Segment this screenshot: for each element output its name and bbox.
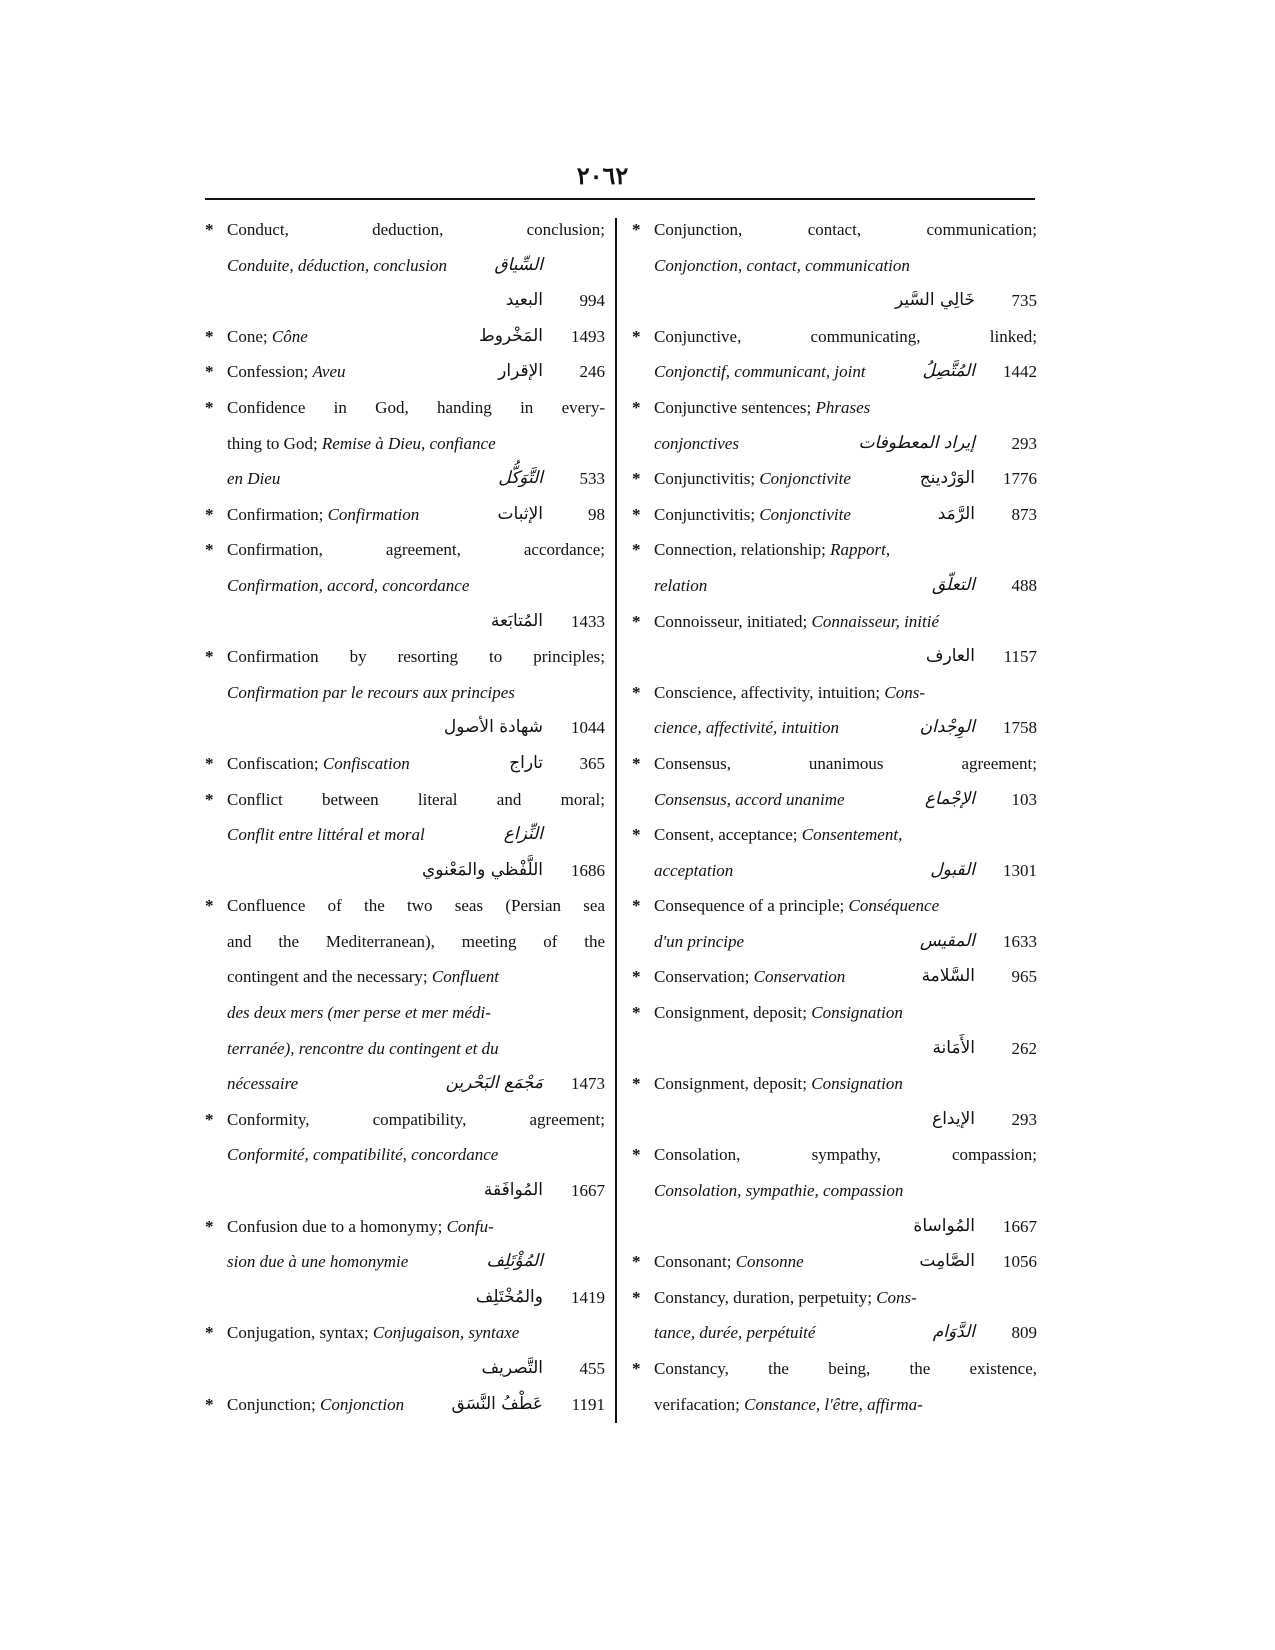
arabic-term: والمُخْتَلِف — [475, 1286, 543, 1307]
entry-line-french — [632, 853, 1037, 889]
entry-line-mixed — [632, 959, 1037, 995]
reference-number: 293 — [1011, 1109, 1037, 1129]
entry-bullet: * — [205, 753, 214, 773]
arabic-term: السِّياق — [494, 254, 543, 275]
entry-line-arabic — [632, 283, 1037, 319]
entry-line-french — [205, 1244, 605, 1280]
entry-line-french — [205, 675, 605, 711]
reference-number: 365 — [579, 753, 605, 773]
english-term: Consonant; — [654, 1252, 736, 1272]
english-term: Confirmation by resorting to principles; — [227, 647, 605, 667]
french-term: terranée), rencontre du contingent et du — [227, 1038, 499, 1058]
entry-line-english — [632, 746, 1037, 782]
reference-number: 994 — [579, 291, 605, 311]
french-term: Conduite, déduction, conclusion — [227, 255, 448, 275]
glossary-entry — [632, 1066, 1037, 1137]
glossary-entry — [205, 497, 605, 533]
entry-line-arabic — [632, 1102, 1037, 1138]
entry-line-mixed — [632, 817, 1037, 853]
entry-line-english — [205, 924, 605, 960]
entry-bullet: * — [632, 1145, 641, 1165]
arabic-term: المُؤْتَلِف — [486, 1251, 543, 1272]
entry-line-mixed — [632, 604, 1037, 640]
entry-line-french — [632, 1173, 1037, 1209]
column-divider — [615, 218, 617, 1423]
reference-number: 1157 — [1003, 647, 1037, 667]
french-term: relation — [654, 575, 708, 595]
entry-line-mixed — [632, 1387, 1037, 1423]
arabic-term: الإجْماع — [924, 788, 975, 809]
entry-bullet: * — [205, 1323, 214, 1343]
english-term: Confirmation; — [227, 504, 328, 524]
reference-number: 1776 — [1003, 469, 1037, 489]
entry-bullet: * — [632, 397, 641, 417]
french-term: conjonctives — [654, 433, 739, 453]
glossary-entry — [632, 888, 1037, 959]
entry-bullet: * — [205, 326, 214, 346]
entry-bullet: * — [632, 220, 641, 239]
entry-line-french — [205, 461, 605, 497]
glossary-entry — [632, 817, 1037, 888]
arabic-term: مَجْمَع البَحْرين — [445, 1073, 543, 1094]
french-term: Confiscation — [322, 753, 410, 773]
arabic-term: التَّوَكُّل — [498, 468, 543, 489]
english-term: and the Mediterranean), meeting of the — [227, 931, 605, 951]
arabic-term: السَّلامة — [921, 966, 975, 987]
english-term: Connoisseur, initiated; — [654, 611, 812, 631]
french-term: Consensus, accord unanime — [654, 789, 845, 809]
french-term: Confirmation, accord, concordance — [227, 575, 470, 595]
entry-line-mixed — [632, 995, 1037, 1031]
entry-bullet: * — [205, 397, 214, 417]
english-term: Conservation; — [654, 967, 754, 987]
glossary-entry — [205, 888, 605, 1102]
french-term: Cons- — [876, 1287, 917, 1307]
french-term: Rapport, — [830, 540, 891, 560]
reference-number: 1442 — [1003, 362, 1037, 382]
arabic-term: التعلّق — [931, 574, 975, 595]
reference-number: 1433 — [571, 611, 605, 631]
entry-line-arabic — [205, 604, 605, 640]
entry-line-french — [205, 1066, 605, 1102]
french-term: Confirmation par le recours aux principes — [227, 682, 515, 702]
entry-line-mixed — [632, 1280, 1037, 1316]
french-term: Conjonction — [320, 1394, 405, 1414]
entry-bullet: * — [632, 1287, 641, 1307]
french-term: tance, durée, perpétuité — [654, 1323, 816, 1343]
entry-bullet: * — [205, 220, 214, 239]
entry-bullet: * — [632, 967, 641, 987]
arabic-term: الرَّمَد — [937, 503, 975, 524]
french-term: Conjonction, contact, communication — [654, 255, 910, 275]
entry-line-mixed — [205, 959, 605, 995]
entry-bullet: * — [205, 789, 214, 809]
reference-number: 246 — [579, 362, 605, 382]
entry-line-french — [632, 568, 1037, 604]
glossary-entry — [632, 212, 1037, 319]
reference-number: 1301 — [1003, 860, 1037, 880]
english-term: Constancy, duration, perpetuity; — [654, 1287, 877, 1307]
glossary-entry — [632, 461, 1037, 497]
english-term: Conscience, affectivity, intuition; — [654, 682, 885, 702]
reference-number: 533 — [579, 469, 605, 489]
arabic-term: شهادة الأصول — [443, 717, 543, 738]
entry-line-mixed — [205, 1387, 605, 1423]
english-term: Cone; — [227, 326, 272, 346]
french-term: Conflit entre littéral et moral — [227, 825, 425, 845]
entry-line-arabic — [205, 1280, 605, 1316]
entry-bullet: * — [632, 504, 641, 524]
entry-line-french — [205, 1031, 605, 1067]
arabic-term: إيراد المعطوفات — [858, 432, 975, 453]
entry-line-arabic — [205, 1173, 605, 1209]
entry-line-english — [205, 888, 605, 924]
entry-bullet: * — [632, 896, 641, 916]
entry-line-mixed — [205, 1209, 605, 1245]
entry-line-french — [632, 354, 1037, 390]
entry-bullet: * — [632, 1003, 641, 1023]
french-term: Remise à Dieu, confiance — [321, 433, 496, 453]
glossary-entry — [205, 1102, 605, 1209]
entry-line-mixed — [632, 532, 1037, 568]
french-term: Conjugaison, syntaxe — [372, 1323, 520, 1343]
entry-line-mixed — [632, 390, 1037, 426]
glossary-entry — [632, 319, 1037, 390]
french-term: Conséquence — [848, 896, 940, 916]
entry-line-french — [632, 248, 1037, 284]
arabic-term: الإيداع — [932, 1108, 975, 1129]
entry-line-mixed — [632, 461, 1037, 497]
french-term: Conjonctivite — [759, 504, 851, 524]
english-term: Conjunctivitis; — [654, 469, 760, 489]
arabic-term: العارف — [925, 646, 975, 667]
entry-line-arabic — [205, 853, 605, 889]
reference-number: 873 — [1011, 504, 1037, 524]
entry-line-mixed — [205, 497, 605, 533]
entry-line-arabic — [205, 1351, 605, 1387]
glossary-entry — [632, 995, 1037, 1066]
left-column — [205, 212, 605, 1422]
entry-bullet: * — [632, 469, 641, 489]
french-term: en Dieu — [227, 469, 281, 489]
entry-line-arabic — [205, 710, 605, 746]
entry-line-french — [632, 782, 1037, 818]
glossary-entry — [632, 959, 1037, 995]
glossary-entry — [205, 639, 605, 746]
english-term: Consequence of a principle; — [654, 896, 849, 916]
arabic-term: النِّزاع — [503, 824, 543, 845]
french-term: acceptation — [654, 860, 734, 880]
english-term: Confiscation; — [227, 753, 323, 773]
entry-bullet: * — [632, 753, 641, 773]
glossary-entry — [632, 532, 1037, 603]
english-term: Consignment, deposit; — [654, 1003, 812, 1023]
french-term: Cône — [271, 326, 308, 346]
french-term: Confu- — [446, 1216, 494, 1236]
english-term: thing to God; — [227, 433, 322, 453]
entry-line-english — [632, 1137, 1037, 1173]
english-term: Consent, acceptance; — [654, 825, 802, 845]
french-term: sion due à une homonymie — [227, 1252, 409, 1272]
arabic-term: الإثبات — [497, 503, 543, 524]
reference-number: 1633 — [1003, 931, 1037, 951]
glossary-entry — [205, 782, 605, 889]
entry-line-english — [632, 212, 1037, 248]
arabic-term: المُتابَعة — [490, 610, 543, 631]
glossary-entry — [632, 746, 1037, 817]
reference-number: 1191 — [571, 1394, 605, 1414]
english-term: Consolation, sympathy, compassion; — [654, 1145, 1037, 1165]
entry-line-french — [205, 1137, 605, 1173]
entry-line-arabic — [205, 283, 605, 319]
reference-number: 455 — [579, 1359, 605, 1378]
entry-line-mixed — [205, 319, 605, 355]
glossary-entry — [205, 319, 605, 355]
french-term: nécessaire — [227, 1074, 299, 1094]
reference-number: 1056 — [1003, 1252, 1037, 1272]
english-term: Conjunctive sentences; — [654, 397, 816, 417]
french-term: Conservation — [753, 967, 846, 987]
entry-line-french — [205, 248, 605, 284]
french-term: Confirmation — [327, 504, 420, 524]
french-term: Conjonctivite — [759, 469, 851, 489]
reference-number: 809 — [1011, 1323, 1037, 1343]
english-term: verifacation; — [654, 1394, 745, 1414]
glossary-entry — [632, 1280, 1037, 1351]
glossary-entry — [205, 390, 605, 497]
arabic-term: الدَّوَام — [932, 1322, 975, 1343]
glossary-entry — [205, 746, 605, 782]
entry-line-arabic — [632, 1209, 1037, 1245]
glossary-entry — [205, 1209, 605, 1316]
english-term: Confession; — [227, 362, 313, 382]
entry-line-french — [632, 710, 1037, 746]
arabic-term: تاراج — [509, 752, 543, 773]
entry-bullet: * — [632, 1359, 641, 1378]
english-term: contingent and the necessary; — [227, 967, 432, 987]
arabic-term: المُوافَقة — [483, 1180, 543, 1201]
page-number: ٢٠٦٢ — [576, 164, 629, 190]
header-rule — [205, 198, 1035, 200]
arabic-term: المقيس — [919, 930, 975, 951]
entry-bullet: * — [632, 825, 641, 845]
reference-number: 262 — [1011, 1038, 1037, 1058]
glossary-entry — [632, 1244, 1037, 1280]
entry-bullet: * — [205, 896, 214, 916]
arabic-term: المَخْروط — [478, 325, 543, 346]
entry-bullet: * — [205, 504, 214, 524]
glossary-entry — [205, 1315, 605, 1386]
entry-bullet: * — [205, 362, 214, 382]
entry-line-mixed — [205, 354, 605, 390]
entry-line-mixed — [632, 888, 1037, 924]
entry-bullet: * — [632, 326, 641, 346]
french-term: Conjonctif, communicant, joint — [654, 362, 866, 382]
entry-bullet: * — [205, 540, 214, 560]
french-term: Consonne — [735, 1252, 804, 1272]
french-term: Constance, l'être, affirma- — [744, 1394, 923, 1414]
english-term: Consensus, unanimous agreement; — [654, 753, 1037, 773]
reference-number: 103 — [1011, 789, 1037, 809]
entry-bullet: * — [632, 1252, 641, 1272]
arabic-term: عَطْفُ النَّسَق — [451, 1393, 543, 1414]
entry-line-french — [632, 1315, 1037, 1351]
french-term: Consignation — [811, 1074, 903, 1094]
arabic-term: المُتَّصِلُ — [922, 361, 975, 382]
entry-line-mixed — [205, 426, 605, 462]
entry-bullet: * — [632, 540, 641, 560]
arabic-term: الصَّامِت — [919, 1251, 975, 1272]
entry-line-english — [205, 1102, 605, 1138]
entry-bullet: * — [632, 682, 641, 702]
entry-line-mixed — [632, 1244, 1037, 1280]
entry-line-french — [205, 995, 605, 1031]
entry-line-mixed — [632, 497, 1037, 533]
arabic-term: التَّصريف — [481, 1358, 543, 1378]
entry-bullet: * — [205, 647, 214, 667]
entry-line-french — [205, 817, 605, 853]
english-term: Conjunctivitis; — [654, 504, 760, 524]
arabic-term: الوِجْدان — [919, 717, 975, 738]
glossary-entry — [205, 532, 605, 639]
arabic-term: الوَرْدينج — [919, 468, 975, 489]
entry-line-french — [632, 426, 1037, 462]
arabic-term: المُواساة — [913, 1215, 975, 1236]
english-term: Constancy, the being, the existence, — [654, 1359, 1037, 1378]
reference-number: 488 — [1011, 575, 1037, 595]
glossary-entry — [632, 604, 1037, 675]
entry-line-english — [205, 782, 605, 818]
arabic-term: خَالِي السَّير — [894, 290, 975, 311]
entry-bullet: * — [205, 1109, 214, 1129]
entry-line-english — [205, 532, 605, 568]
reference-number: 965 — [1011, 967, 1037, 987]
english-term: Connection, relationship; — [654, 540, 831, 560]
entry-line-french — [205, 568, 605, 604]
french-term: Consentement, — [801, 825, 903, 845]
entry-line-arabic — [632, 1031, 1037, 1067]
english-term: Conjunction, contact, communication; — [654, 220, 1037, 239]
arabic-term: اللَّفْظي والمَعْنوي — [421, 859, 543, 880]
english-term: Conjunction; — [227, 1394, 321, 1414]
entry-line-english — [632, 1351, 1037, 1387]
english-term: Consignment, deposit; — [654, 1074, 812, 1094]
entry-line-english — [205, 639, 605, 675]
reference-number: 293 — [1011, 433, 1037, 453]
reference-number: 1667 — [571, 1181, 605, 1201]
french-term: Conformité, compatibilité, concordance — [227, 1145, 499, 1165]
entry-line-french — [632, 924, 1037, 960]
english-term: Conflict between literal and moral; — [227, 789, 605, 809]
reference-number: 1044 — [571, 718, 605, 738]
arabic-term: الأَمَانة — [932, 1037, 975, 1058]
english-term: Confidence in God, handing in every- — [227, 397, 605, 417]
entry-line-english — [205, 390, 605, 426]
entry-line-mixed — [205, 746, 605, 782]
reference-number: 1473 — [571, 1074, 605, 1094]
glossary-entry — [632, 390, 1037, 461]
arabic-term: الإقرار — [498, 361, 543, 382]
reference-number: 1758 — [1003, 718, 1037, 738]
entry-line-mixed — [632, 1066, 1037, 1102]
french-term: Cons- — [884, 682, 926, 702]
french-term: cience, affectivité, intuition — [654, 718, 840, 738]
reference-number: 98 — [588, 504, 605, 524]
entry-bullet: * — [632, 1074, 641, 1094]
reference-number: 1667 — [1003, 1216, 1037, 1236]
english-term: Conjugation, syntax; — [227, 1323, 373, 1343]
glossary-entry — [632, 497, 1037, 533]
entry-line-english — [632, 319, 1037, 355]
glossary-entry — [205, 212, 605, 319]
entry-bullet: * — [632, 611, 641, 631]
french-term: Phrases — [815, 397, 871, 417]
french-term: Consolation, sympathie, compassion — [654, 1181, 904, 1201]
glossary-entry — [205, 1387, 605, 1423]
french-term: Aveu — [312, 362, 346, 382]
french-term: Consignation — [811, 1003, 903, 1023]
french-term: des deux mers (mer perse et mer médi- — [227, 1003, 491, 1023]
french-term: d'un principe — [654, 931, 745, 951]
glossary-entry — [632, 1137, 1037, 1244]
entry-bullet: * — [205, 1216, 214, 1236]
english-term: Confluence of the two seas (Persian sea — [227, 896, 605, 916]
english-term: Conduct, deduction, conclusion; — [227, 220, 605, 239]
reference-number: 1686 — [571, 860, 605, 880]
entry-line-arabic — [632, 639, 1037, 675]
arabic-term: القبول — [930, 859, 975, 880]
french-term: Connaisseur, initié — [811, 611, 940, 631]
reference-number: 735 — [1011, 291, 1037, 311]
glossary-entry — [632, 675, 1037, 746]
entry-bullet: * — [205, 1394, 214, 1414]
glossary-entry — [205, 354, 605, 390]
reference-number: 1419 — [571, 1287, 605, 1307]
english-term: Confusion due to a homonymy; — [227, 1216, 447, 1236]
glossary-entry — [632, 1351, 1037, 1422]
entry-line-mixed — [632, 675, 1037, 711]
french-term: Confluent — [431, 967, 499, 987]
right-column — [632, 212, 1037, 1422]
entry-line-mixed — [205, 1315, 605, 1351]
english-term: Conformity, compatibility, agreement; — [227, 1109, 605, 1129]
english-term: Conjunctive, communicating, linked; — [654, 326, 1037, 346]
entry-line-english — [205, 212, 605, 248]
arabic-term: البعيد — [505, 290, 543, 311]
reference-number: 1493 — [571, 326, 605, 346]
english-term: Confirmation, agreement, accordance; — [227, 540, 605, 560]
